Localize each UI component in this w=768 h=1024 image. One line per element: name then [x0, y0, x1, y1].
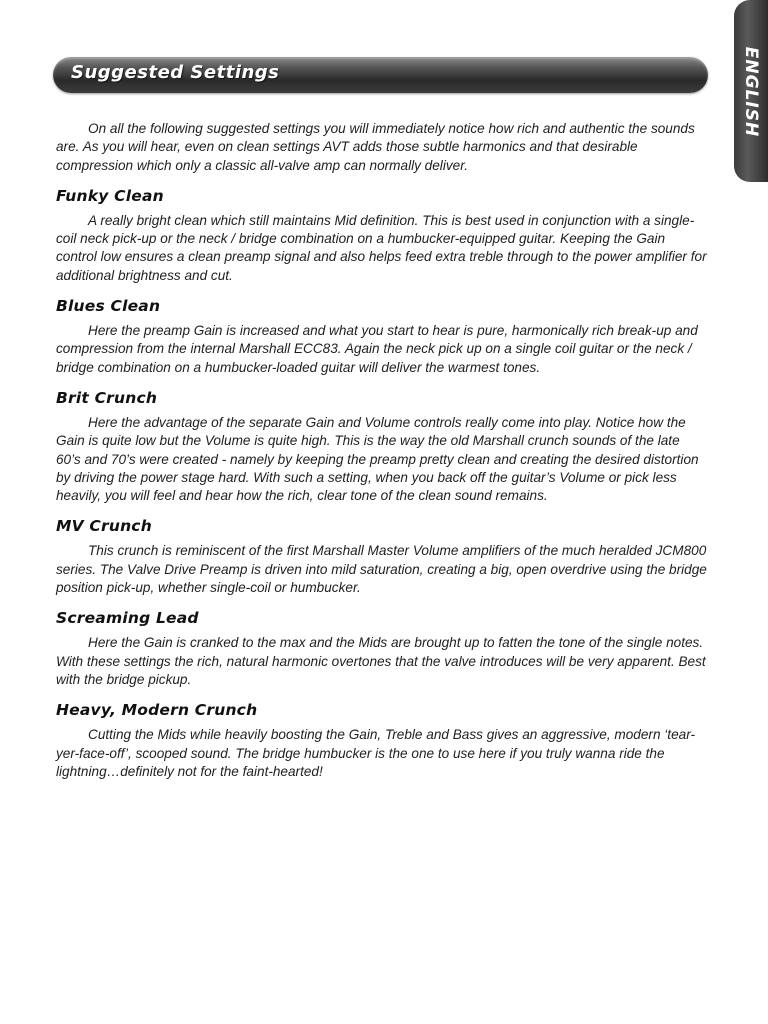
main-content [56, 120, 708, 781]
page-title: Suggested Settings [71, 62, 280, 83]
section-body: Here the Gain is cranked to the max and the Mids are brought up to fatten the tone of the single notes. With these settings the rich, natural harmonic overtones that the valve introduces will be very apparent. Best with the bridge pickup. [56, 635, 706, 687]
section-blues-clean [56, 297, 708, 377]
intro-paragraph: On all the following suggested settings you will immediately notice how rich and authentic the sounds are. As you will hear, even on clean settings AVT adds those subtle harmonics and that desirable compression which only a classic all-valve amp can normally deliver. [56, 121, 695, 173]
section-heading: Brit Crunch [56, 388, 158, 407]
section-brit-crunch [56, 389, 708, 505]
section-body: Here the preamp Gain is increased and what you start to hear is pure, harmonically rich break-up and compression from the internal Marshall ECC83. Again the neck pick up on a single coil guitar or the neck / bridge combination on a humbucker-loaded guitar will deliver the warmest tones. [56, 323, 698, 375]
section-heading: Screaming Lead [56, 609, 199, 628]
section-funky-clean [56, 187, 708, 285]
section-body: This crunch is reminiscent of the first Marshall Master Volume amplifiers of the much heralded JCM800 series. The Valve Drive Preamp is driven into mild saturation, creating a big, open overdrive using the bridge position pick-up, whether single-coil or humbucker. [56, 543, 707, 596]
section-body: A really bright clean which still maintains Mid definition. This is best used in conjunction with a single-coil neck pick-up or the neck / bridge combination on a humbucker-equipped guitar. Keeping the Gain control low ensures a clean preamp signal and also helps feed extra treble through to the power amplifier for additional brightness and cut. [56, 212, 707, 283]
section-heading: Heavy, Modern Crunch [56, 701, 258, 720]
language-tab [734, 0, 768, 182]
section-body: Cutting the Mids while heavily boosting the Gain, Treble and Bass gives an aggressive, modern ‘tear-yer-face-off’, scooped sound. The bridge humbucker is the one to use here if you truly wanna ride the lightning…definitely not for the faint-hearted! [56, 727, 696, 779]
section-mv-crunch [56, 517, 708, 597]
section-heading: Funky Clean [56, 186, 164, 205]
section-heading: MV Crunch [56, 517, 152, 536]
section-heavy-modern-crunch [56, 701, 708, 781]
section-body: Here the advantage of the separate Gain and Volume controls really come into play. Notice how the Gain is quite low but the Volume is quite high. This is the way the old Marshall crunch sounds of the late 60’s and 70’s were created - namely by keeping the preamp pretty clean and creating the desired distortion by driving the power stage hard. With such a setting, when you back off the guitar’s Volume or pick less heavily, you will feel and hear how the rich, clear tone of the clean sound remains. [56, 414, 699, 504]
section-heading: Blues Clean [56, 297, 161, 316]
language-tab-label: ENGLISH [741, 46, 761, 138]
title-banner [53, 57, 708, 93]
section-screaming-lead [56, 609, 708, 689]
